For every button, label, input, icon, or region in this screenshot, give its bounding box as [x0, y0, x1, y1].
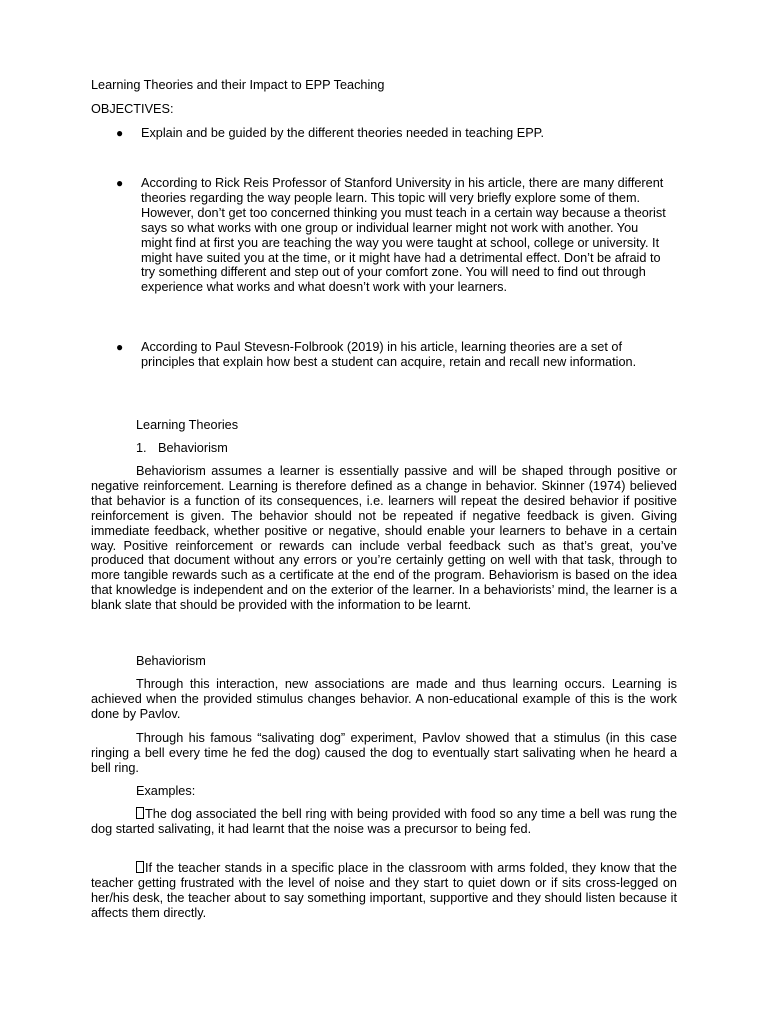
objective-text: According to Rick Reis Professor of Stanford University in his article, there are many different theories regarding the way people learn. This topic will very briefly explore some of them. However, don’t get too concerned thinking you must teach in a certain way because a theorist says so what works with one group or individual learner might not work with another. You might find at first you are teaching the way you were taught at school, college or university. It might have suited you at the time, or it might have had a detrimental effect. Don’t be afraid to try something different and step out of your comfort zone. You will need to find out through experience what works and what doesn’t work with your learners.: [141, 176, 666, 295]
objective-text: According to Paul Stevesn-Folbrook (2019) in his article, learning theories are a set of principles that explain how best a student can acquire, retain and recall new information.: [141, 340, 637, 369]
numbered-item: [136, 441, 228, 456]
objective-item: [116, 176, 674, 295]
example-paragraph: [91, 807, 677, 837]
checkbox-icon: [136, 807, 144, 819]
behaviorism-paragraph: Behaviorism assumes a learner is essentially passive and will be shaped through positive or negative reinforcement. Learning is therefore defined as a change in behavior. Skinner (1974) believed that behavior is a function of its consequences, i.e. learners will repeat the desired behavior if positive reinforcement is given. The behavior should not be repeated if negative feedback is given. Giving immediate feedback, whether positive or negative, should enable your learners to behave in a certain way. Positive reinforcement or rewards can include verbal feedback such as that’s great, you’ve produced that document without any errors or you’re certainly getting on well with that task, through to more tangible rewards such as a certificate at the end of the program. Behaviorism is based on the idea that knowledge is independent and on the exterior of the learner. In a behaviorists’ mind, the learner is a blank slate that should be provided with the information to be learnt.: [91, 464, 677, 613]
section-heading: Learning Theories: [136, 418, 239, 432]
objective-item: [116, 126, 674, 141]
bullet-icon: ●: [116, 126, 124, 140]
example-text: The dog associated the bell ring with being provided with food so any time a bell was rung the dog started salivating, it had learnt that the noise was a precursor to being fed.: [91, 807, 677, 836]
sub-heading: Behaviorism: [136, 654, 206, 668]
example-paragraph: [91, 861, 677, 921]
item-label: Behaviorism: [158, 441, 228, 455]
pavlov-paragraph: Through his famous “salivating dog” experiment, Pavlov showed that a stimulus (in this case ringing a bell every time he fed the dog) caused the dog to eventually start salivating when he heard a bell ring.: [91, 731, 677, 775]
association-paragraph: Through this interaction, new associations are made and thus learning occurs. Learning is achieved when the provided stimulus changes behavior. A non-educational example of this is the work done by Pavlov.: [91, 677, 677, 721]
bullet-icon: ●: [116, 176, 124, 190]
objectives-heading: OBJECTIVES:: [91, 102, 174, 116]
bullet-icon: ●: [116, 340, 124, 354]
objective-text: Explain and be guided by the different theories needed in teaching EPP.: [141, 126, 545, 140]
example-text: If the teacher stands in a specific place in the classroom with arms folded, they know that the teacher getting frustrated with the level of noise and they start to quiet down or if sits cross-legged on her/his desk, the teacher about to say something important, supportive and they should listen because it affects them directly.: [91, 861, 677, 920]
objective-item: [116, 340, 674, 370]
document-title: Learning Theories and their Impact to EPP Teaching: [91, 78, 385, 92]
item-number: 1.: [136, 441, 147, 455]
examples-heading: Examples:: [136, 784, 196, 798]
checkbox-icon: [136, 861, 144, 873]
